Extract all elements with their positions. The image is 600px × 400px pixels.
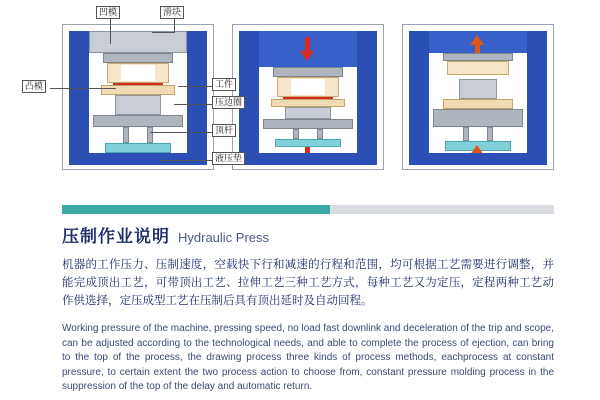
frame-right-column — [527, 31, 547, 165]
lower-die-base — [93, 115, 183, 127]
label-ejector-pin: 顶杆 — [212, 124, 236, 137]
leader-die-upper — [110, 18, 111, 44]
panel-stage-3 — [402, 24, 554, 170]
divider-bar-gray — [330, 205, 554, 214]
frame-right-column — [357, 31, 377, 165]
blank-holder-ring — [443, 99, 513, 109]
upper-die-cavity — [447, 61, 509, 75]
upper-die-holder — [103, 53, 173, 63]
return-arrow-up-top — [470, 35, 484, 45]
leader-die-lower — [50, 88, 116, 89]
machine-bed — [409, 153, 547, 165]
return-arrow-stem-top — [475, 45, 480, 53]
frame-left-column — [409, 31, 429, 165]
ejector-pin-left — [463, 127, 469, 141]
hydraulic-cushion — [275, 139, 341, 147]
lower-die-base — [433, 109, 523, 127]
label-die-upper: 凹模 — [96, 6, 120, 19]
body-paragraph-cn: 机器的工作压力、压制速度，空载快下行和减速的行程和范围，均可根据工艺需要进行调整，并能完成顶出工艺，可带顶出工艺、拉伸工艺三种工艺方式，每种工艺又为定压，定程两种工艺动作供选择，定压成型工艺在压制后具有顶出延时及自动回程。 — [62, 259, 554, 307]
ejector-pin-right — [147, 127, 153, 143]
label-slider: 滑块 — [160, 6, 184, 19]
press-arrow-down-top — [300, 51, 314, 61]
leader-ejector-pin — [150, 132, 212, 133]
heading-title-cn: 压制作业说明 — [62, 227, 170, 246]
machine-bed — [69, 153, 207, 165]
label-hydraulic-cushion: 液压垫 — [212, 152, 245, 165]
upper-die-holder — [273, 67, 343, 77]
upper-die-holder — [443, 53, 513, 61]
label-workpiece: 工件 — [212, 78, 236, 91]
ejector-pin-left — [293, 129, 299, 139]
slider-block — [89, 31, 187, 53]
heading-title-en: Hydraulic Press — [178, 230, 270, 245]
body-paragraph-en: Working pressure of the machine, pressing speed, no load fast downlink and deceleration of the trip and scope, can be adjusted according to the technological needs, and able to complete the process of ejection, can bring to the top of the process, the drawing process three kinds of process methods, eachprocess at constant pressure, to certain extent the two process action to choose from, constant pressure molding process in the suppression of the top of the delay and automatic return. — [62, 323, 554, 392]
ejector-pin-right — [317, 129, 323, 139]
machine-bed — [239, 153, 377, 165]
press-arrow-stem-top — [305, 37, 310, 51]
leader-slider-v — [174, 18, 175, 32]
frame-right-column — [187, 31, 207, 165]
die-cavity-void — [121, 65, 155, 81]
lower-die-punch — [115, 95, 161, 115]
frame-left-column — [69, 31, 89, 165]
leader-slider-h — [152, 32, 175, 33]
label-blank-holder: 压边圈 — [212, 96, 245, 109]
divider-bar-accent — [62, 205, 330, 214]
ejected-workpiece — [459, 79, 497, 99]
panel-stage-1 — [62, 24, 214, 170]
ejector-pin-left — [123, 127, 129, 143]
label-die-lower: 凸模 — [22, 80, 46, 93]
ejector-pin-right — [487, 127, 493, 141]
leader-blank-holder — [174, 104, 212, 105]
blank-holder-ring — [271, 99, 345, 107]
die-cavity-void — [291, 79, 325, 95]
blank-holder-ring — [101, 85, 175, 95]
leader-workpiece — [178, 86, 212, 87]
lower-die-punch — [285, 107, 331, 119]
panel-stage-2 — [232, 24, 384, 170]
diagram-band — [0, 0, 600, 196]
lower-die-base — [263, 119, 353, 129]
leader-hydraulic-cushion — [160, 160, 212, 161]
section-heading — [62, 222, 269, 247]
hydraulic-cushion — [105, 143, 171, 153]
